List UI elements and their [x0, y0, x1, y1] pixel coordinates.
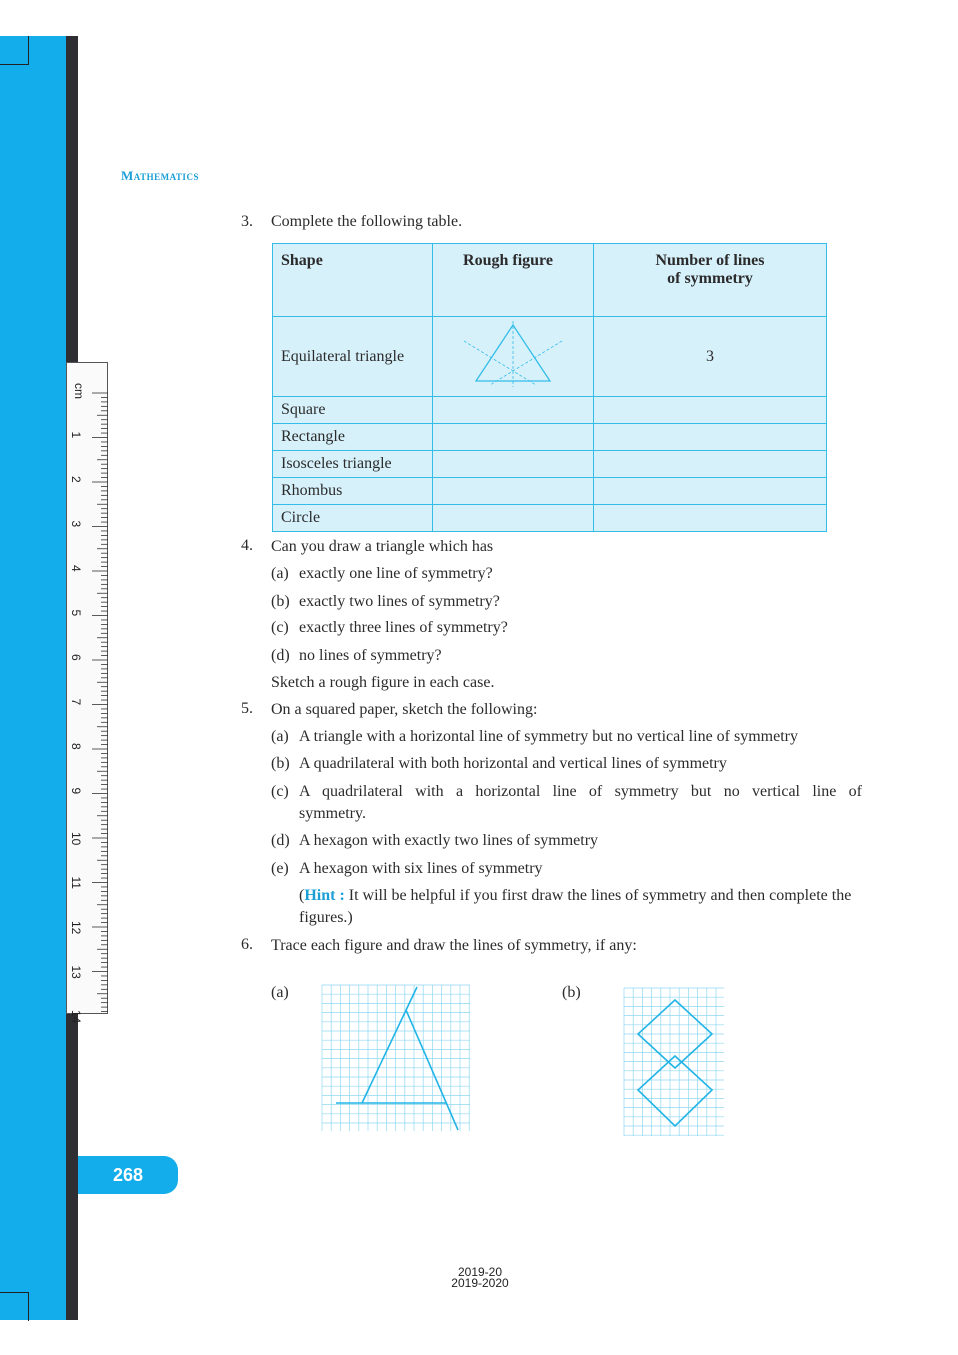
ruler-number: 8	[69, 743, 83, 750]
cell-lines	[594, 397, 827, 424]
q5-text: On a squared paper, sketch the following:	[271, 701, 538, 718]
q4-a-text: exactly one line of symmetry?	[299, 565, 493, 582]
equilateral-triangle-figure	[458, 319, 568, 389]
ruler-number: 3	[69, 520, 83, 528]
table-row	[273, 424, 827, 451]
q5-b-label: (b)	[271, 755, 290, 772]
ruler-number: 2	[69, 476, 83, 483]
q5-c-label: (c)	[271, 783, 289, 800]
ruler-number: 12	[69, 921, 83, 935]
table-row	[273, 317, 827, 397]
ruler-number: 4	[69, 565, 83, 572]
footer-year-2: 2019-2020	[451, 1276, 509, 1290]
q5-e-label: (e)	[271, 860, 289, 877]
cell-lines	[594, 505, 827, 532]
ruler-number: 14	[69, 1010, 83, 1024]
ruler-number: 13	[69, 965, 83, 979]
table-row	[273, 478, 827, 505]
header-lines	[594, 244, 827, 317]
q4-b-label: (b)	[271, 593, 290, 610]
table-row	[273, 397, 827, 424]
q4-c-label: (c)	[271, 619, 289, 636]
q5-number: 5.	[241, 700, 253, 717]
q4-d-text: no lines of symmetry?	[299, 647, 442, 664]
ruler-number: 11	[69, 876, 83, 889]
grid-lines	[322, 985, 470, 1131]
cell-lines	[594, 424, 827, 451]
q5-c-text: A quadrilateral with a horizontal line of symmetry but no vertical line of symmetry.	[299, 783, 862, 822]
q4-footer: Sketch a rough figure in each case.	[271, 674, 495, 691]
q4-d-label: (d)	[271, 647, 290, 664]
ruler-number: 7	[69, 698, 83, 706]
q5-a-label: (a)	[271, 728, 289, 745]
table-header-row	[273, 244, 827, 317]
table-row	[273, 505, 827, 532]
cell-figure	[433, 424, 594, 451]
header-shape: Shape	[273, 244, 433, 317]
figure-b-lower-diamond	[638, 1056, 712, 1126]
ruler-number: 1	[69, 431, 83, 439]
q4-a-label: (a)	[271, 565, 289, 582]
table-row	[273, 451, 827, 478]
symmetry-table	[272, 243, 827, 532]
figure-b-grid	[624, 988, 726, 1138]
fig-a-label: (a)	[271, 984, 289, 1001]
page-header: Mathematics	[121, 168, 199, 183]
ruler-number: 10	[69, 832, 83, 846]
hint-open-paren: (	[299, 887, 305, 904]
crop-mark-bottom	[0, 1292, 29, 1321]
cell-lines	[594, 478, 827, 505]
header-lines-line1: Number of lines	[655, 252, 765, 269]
q4-b-text: exactly two lines of symmetry?	[299, 593, 500, 610]
cell-figure	[433, 451, 594, 478]
cell-shape: Circle	[273, 505, 433, 532]
ruler-scale	[67, 363, 109, 1024]
cell-figure	[433, 478, 594, 505]
hint-text: It will be helpful if you first draw the lines of symmetry and then complete the figures.)	[299, 887, 852, 926]
hint-label: Hint :	[304, 887, 345, 904]
q3-number: 3.	[241, 213, 253, 230]
q5-d-text: A hexagon with exactly two lines of symmetry	[299, 832, 599, 849]
cell-shape: Equilateral triangle	[273, 317, 433, 397]
q5-hint	[299, 885, 864, 929]
ruler-unit: cm	[72, 383, 86, 399]
q5-a-text: A triangle with a horizontal line of symmetry but no vertical line of symmetry	[299, 728, 798, 745]
q5-e-text: A hexagon with six lines of symmetry	[299, 860, 543, 877]
cell-shape: Isosceles triangle	[273, 451, 433, 478]
header-rough-figure: Rough figure	[433, 244, 594, 317]
cell-lines: 3	[594, 317, 827, 397]
cell-figure	[433, 317, 594, 397]
ruler-number: 5	[69, 609, 83, 617]
q6-text: Trace each figure and draw the lines of symmetry, if any:	[271, 937, 637, 954]
cell-figure	[433, 397, 594, 424]
ruler-number: 6	[69, 654, 83, 661]
ruler	[66, 362, 108, 1024]
crop-mark-top	[0, 36, 29, 65]
q5-b-text: A quadrilateral with both horizontal and vertical lines of symmetry	[299, 755, 727, 772]
cell-figure	[433, 505, 594, 532]
side-color-bar	[0, 36, 66, 1320]
ruler-number: 9	[69, 787, 83, 795]
q3-text: Complete the following table.	[271, 213, 463, 230]
q4-text: Can you draw a triangle which has	[271, 538, 494, 555]
grid-lines	[624, 988, 724, 1136]
cell-shape: Rhombus	[273, 478, 433, 505]
q6-number: 6.	[241, 936, 253, 953]
footer-year-1: 2019-20	[457, 1265, 503, 1279]
fig-b-label: (b)	[562, 984, 581, 1001]
q4-number: 4.	[241, 537, 253, 554]
header-lines-line2: of symmetry	[667, 270, 753, 287]
q4-c-text: exactly three lines of symmetry?	[299, 619, 508, 636]
figure-a-slanted-line	[362, 987, 417, 1103]
figure-a-grid	[322, 985, 472, 1133]
q5-d-label: (d)	[271, 832, 290, 849]
page-number: 268	[78, 1156, 178, 1194]
cell-shape: Rectangle	[273, 424, 433, 451]
cell-shape: Square	[273, 397, 433, 424]
cell-lines	[594, 451, 827, 478]
